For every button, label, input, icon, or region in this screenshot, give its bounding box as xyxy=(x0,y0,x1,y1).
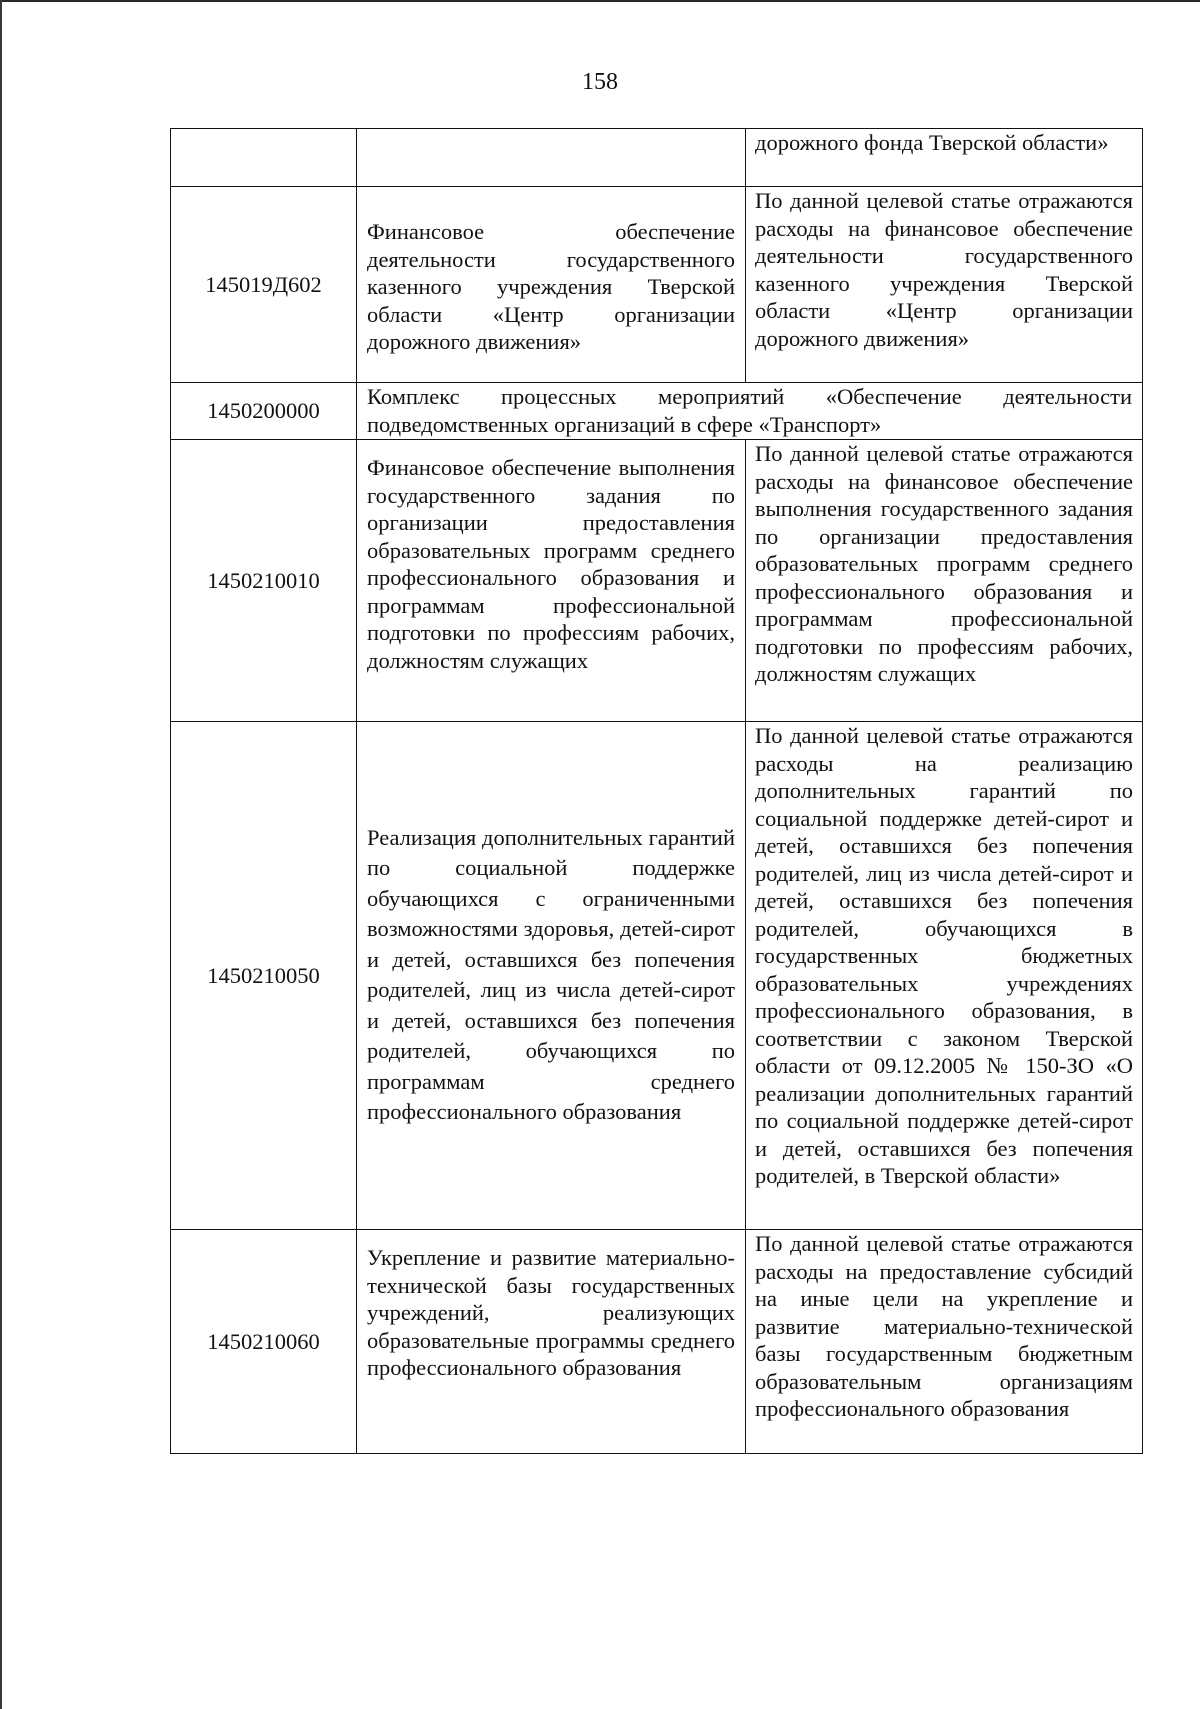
table-row xyxy=(171,187,1143,383)
name-text: Финансовое обеспечение деятельности государственного казенного учреждения Тверской области «Центр организации дорожного движения» xyxy=(367,219,735,354)
code-cell: 1450210010 xyxy=(171,440,357,722)
name-cell xyxy=(357,129,746,187)
name-text: Финансовое обеспечение выполнения государственного задания по организации предоставления образовательных программ среднего профессионального образования и программам профессиональной подготовки по профессиям рабочих, должностям служащих xyxy=(367,455,735,673)
description-cell: По данной целевой статье отражаются расходы на предоставление субсидий на иные цели на укрепление и развитие материально-технической базы государственным бюджетным образовательным организациям профессионального образования xyxy=(746,1230,1143,1454)
code-cell: 1450210050 xyxy=(171,722,357,1230)
budget-classification-table xyxy=(170,128,1143,1454)
description-cell: дорожного фонда Тверской области» xyxy=(746,129,1143,187)
table-row xyxy=(171,383,1143,440)
table-row xyxy=(171,440,1143,722)
name-text: Укрепление и развитие материально-технической базы государственных учреждений, реализующих образовательные программы среднего профессионального образования xyxy=(367,1245,735,1380)
name-cell xyxy=(357,722,746,1230)
table-row xyxy=(171,722,1143,1230)
code-cell: 145019Д602 xyxy=(171,187,357,383)
program-complex-cell: Комплекс процессных мероприятий «Обеспечение деятельности подведомственных организаций в сфере «Транспорт» xyxy=(357,383,1143,440)
description-cell: По данной целевой статье отражаются расходы на финансовое обеспечение деятельности государственного казенного учреждения Тверской области «Центр организации дорожного движения» xyxy=(746,187,1143,383)
name-text: Реализация дополнительных гарантий по социальной поддержке обучающихся с ограниченными возможностями здоровья, детей-сирот и детей, оставшихся без попечения родителей, лиц из числа детей-сирот и детей, оставшихся без попечения родителей, обучающихся по программам среднего профессионального образования xyxy=(367,824,735,1124)
name-cell xyxy=(357,187,746,383)
code-cell: 1450210060 xyxy=(171,1230,357,1454)
scan-edge-top xyxy=(0,0,1200,2)
table-row xyxy=(171,129,1143,187)
code-cell xyxy=(171,129,357,187)
name-cell xyxy=(357,440,746,722)
scan-edge-left xyxy=(0,0,2,1709)
table-row xyxy=(171,1230,1143,1454)
description-cell: По данной целевой статье отражаются расходы на реализацию дополнительных гарантий по социальной поддержке детей-сирот и детей, оставшихся без попечения родителей, лиц из числа детей-сирот и детей, оставшихся без попечения родителей, обучающихся в государственных бюджетных образовательных учреждениях профессионального образования, в соответствии с законом Тверской области от 09.12.2005 № 150-ЗО «О реализации дополнительных гарантий по социальной поддержке детей-сирот и детей, оставшихся без попечения родителей, в Тверской области» xyxy=(746,722,1143,1230)
description-cell: По данной целевой статье отражаются расходы на финансовое обеспечение выполнения государственного задания по организации предоставления образовательных программ среднего профессионального образования и программам профессиональной подготовки по профессиям рабочих, должностям служащих xyxy=(746,440,1143,722)
name-cell xyxy=(357,1230,746,1454)
code-cell: 1450200000 xyxy=(171,383,357,440)
page-number: 158 xyxy=(582,69,618,95)
